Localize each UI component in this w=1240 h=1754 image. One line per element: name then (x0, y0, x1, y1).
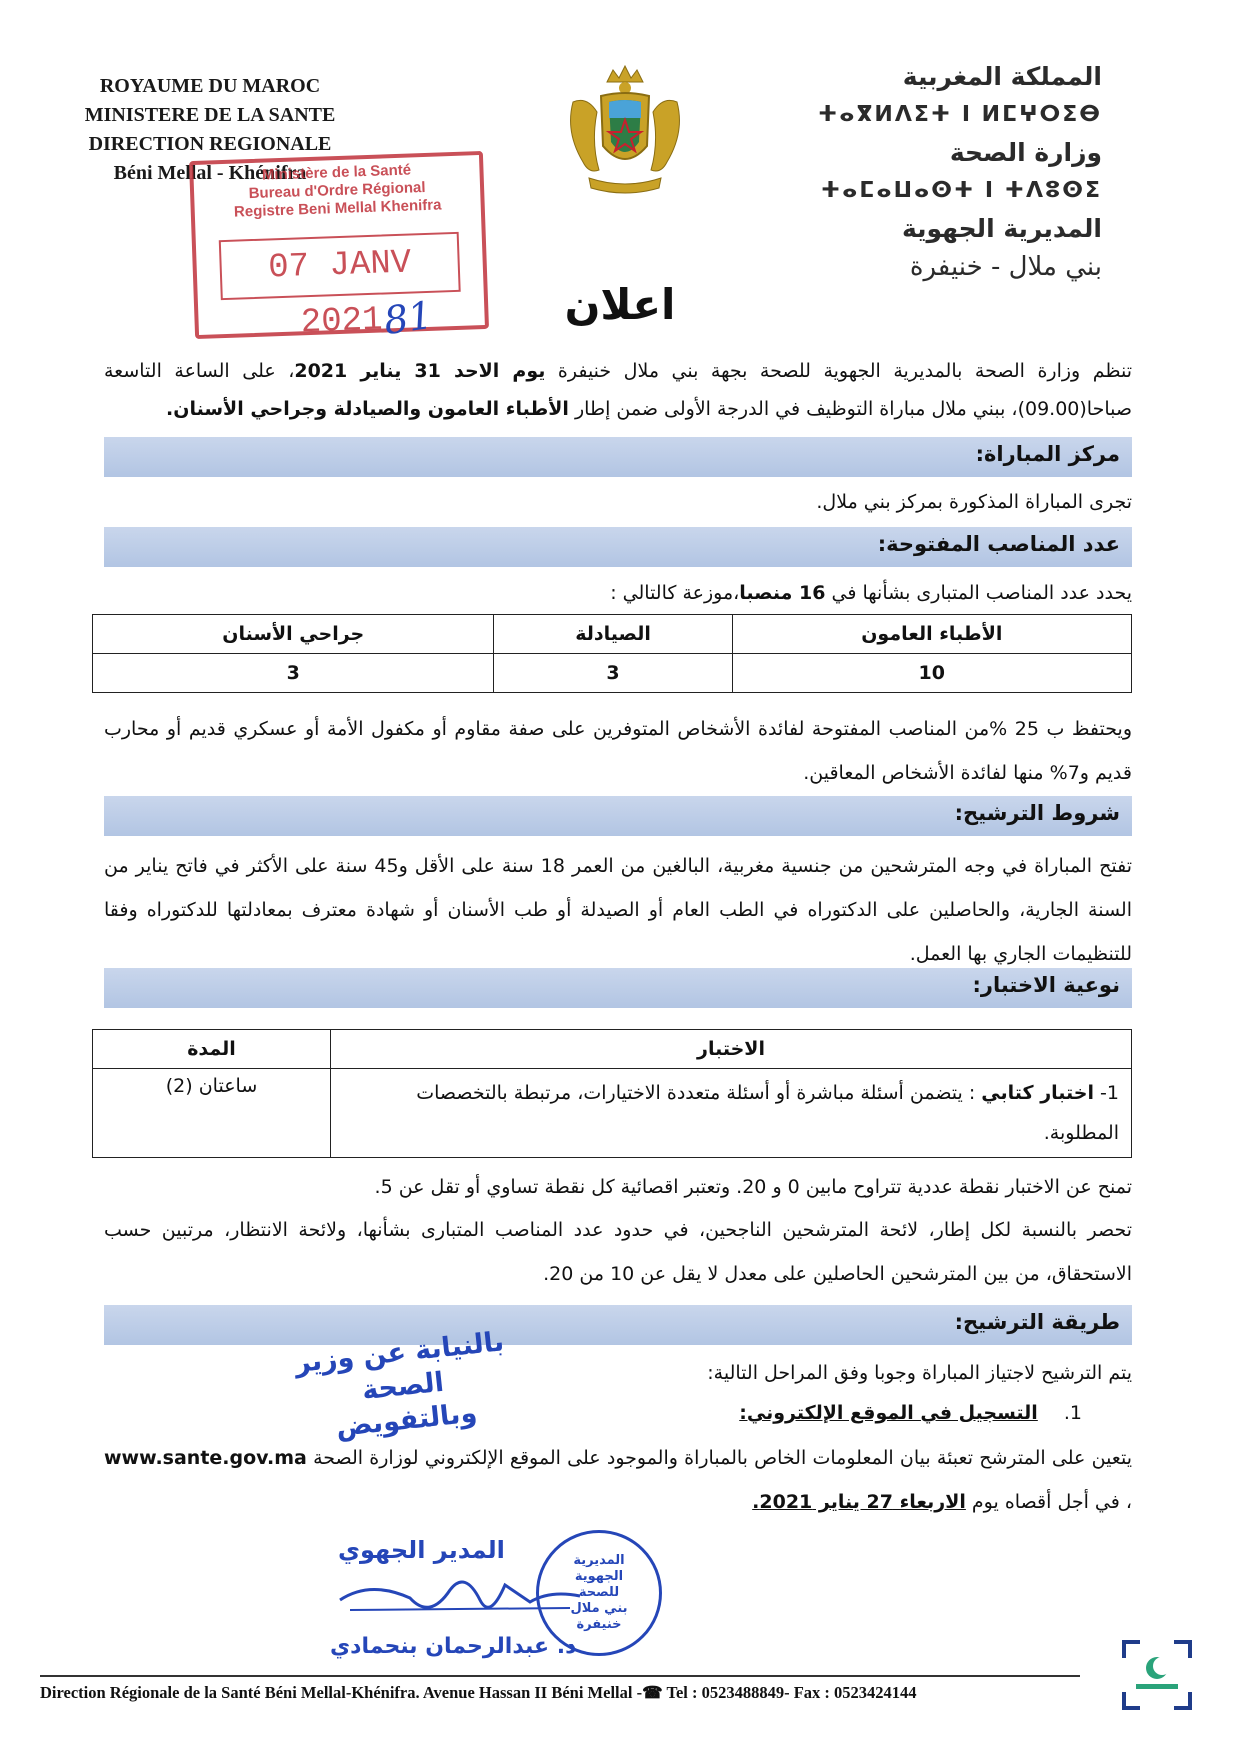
delegation-line-1: بالنيابة عن وزير الصحة (293, 1326, 506, 1407)
stamp-line-1: Ministère de la Santé (261, 161, 412, 184)
exam-table-header (93, 1030, 1132, 1069)
header-ar (802, 58, 1102, 286)
signature-name: د. عبدالرحمان بنحمادي (330, 1634, 577, 1659)
intro-text-1: تنظم وزارة الصحة بالمديرية الجهوية للصحة بجهة بني ملال خنيفرة (545, 360, 1132, 382)
section-conditions-title: شروط الترشيح: (954, 801, 1120, 825)
footer-address: Direction Régionale de la Santé Béni Mellal-Khénifra. Avenue Hassan II Béni Mellal -☎ Tel : 0523488849- Fax : 0523424144 (40, 1683, 917, 1702)
section-posts-band (104, 527, 1132, 567)
coat-of-arms-emblem (555, 62, 695, 202)
step1-deadline: الاربعاء 27 يناير 2021. (752, 1491, 966, 1513)
header-fr-kingdom: ROYAUME DU MAROC (99, 75, 321, 97)
posts-value-doctors: 10 (732, 654, 1131, 693)
stamp-line-2: Bureau d'Ordre Régional (248, 178, 426, 203)
header-fr-ministry: MINISTERE DE LA SANTE (84, 104, 336, 126)
section-conditions-band (104, 796, 1132, 836)
center-text: تجرى المباراة المذكورة بمركز بني ملال. (816, 491, 1132, 513)
exam-header-duration: المدة (93, 1030, 331, 1069)
ministry-logo-icon (1120, 1638, 1194, 1712)
step1-heading (739, 1394, 1082, 1432)
step1-description: يتعين على المترشح تعبئة بيان المعلومات الخاص بالمباراة والموجود على الموقع الإلكتروني لوزارة الصحة (313, 1447, 1132, 1469)
delegation-line-2: وبالتفويض (334, 1397, 479, 1444)
posts-text (104, 574, 1132, 612)
posts-table-header (93, 615, 1132, 654)
stamp-date: 07 JANV 2021 (219, 232, 461, 300)
step1-url[interactable]: www.sante.gov.ma (104, 1447, 307, 1469)
conditions-text: تفتح المباراة في وجه المترشحين من جنسية مغربية، البالغين من العمر 18 سنة على الأقل و45 سنة على الأكثر في فاتح يناير من السنة الجارية، والحاصلين على الدكتوراه في الطب العام أو الصيدلة أو طب الأسنان أو شهادة معترف بمعادلتها للدكتوراه وفقا للتنظيمات الجاري بها العمل. (104, 855, 1132, 965)
intro-frameworks: الأطباء العامون والصيادلة وجراحي الأسنان. (166, 398, 569, 420)
exam-row-test (331, 1069, 1132, 1158)
exam-row-type: اختبار كتابي (981, 1082, 1094, 1104)
posts-value-dentists: 3 (93, 654, 494, 693)
header-ar-region: بني ملال - خنيفرة (909, 252, 1102, 282)
header-ar-kingdom: المملكة المغربية (902, 62, 1102, 91)
seal-line-3: للصحة (578, 1585, 620, 1600)
header-ar-ministry: وزارة الصحة (949, 138, 1102, 167)
posts-header-pharmacists: الصيادلة (494, 615, 732, 654)
header-fr-direction: DIRECTION REGIONALE (88, 133, 332, 155)
step1-title: التسجيل في الموقع الإلكتروني: (739, 1402, 1038, 1424)
header-ar-kingdom-tifinagh: ⵜⴰⴳⵍⴷⵉⵜ ⵏ ⵍⵎⵖⵔⵉⴱ (817, 102, 1102, 127)
section-center-title: مركز المباراة: (975, 442, 1120, 466)
header-ar-ministry-tifinagh: ⵜⴰⵎⴰⵡⴰⵙⵜ ⵏ ⵜⴷⵓⵙⵉ (820, 178, 1102, 203)
header-ar-direction: المديرية الجهوية (901, 214, 1102, 243)
exam-header-test: الاختبار (331, 1030, 1132, 1069)
seal-line-5: خنيفرة (576, 1617, 622, 1632)
exam-table-row (93, 1069, 1132, 1158)
posts-text-1: يحدد عدد المناصب المتبارى بشأنها في (825, 582, 1132, 604)
seal-line-4: بني ملال (570, 1601, 628, 1616)
step1-text-2: ، في أجل أقصاه يوم (965, 1491, 1132, 1513)
exam-row-number: 1- (1100, 1082, 1119, 1104)
section-method-title: طريقة الترشيح: (954, 1310, 1120, 1334)
exam-row-description: : يتضمن أسئلة مباشرة أو أسئلة متعددة الاختيارات، مرتبطة بالتخصصات المطلوبة. (416, 1082, 1119, 1144)
results-text: تحصر بالنسبة لكل إطار، لائحة المترشحين الناجحين، في حدود عدد المناصب المتبارى بشأنها، ولائحة الانتظار، مرتبين حسب الاستحقاق، من بين المترشحين الحاصلين على معدل لا يقل عن 10 من 20. (104, 1219, 1132, 1285)
intro-paragraph (104, 352, 1132, 428)
posts-header-dentists: جراحي الأسنان (93, 615, 494, 654)
posts-value-pharmacists: 3 (494, 654, 732, 693)
signature-role: المدير الجهوي (338, 1536, 505, 1564)
footer-rule (40, 1675, 1080, 1677)
step1-number: 1. (1063, 1402, 1082, 1424)
step1-text (104, 1436, 1132, 1524)
posts-table-values (93, 654, 1132, 693)
exam-row-duration: ساعتان (2) (93, 1069, 331, 1158)
section-center-band (104, 437, 1132, 477)
section-exam-title: نوعية الاختبار: (972, 973, 1120, 997)
reserve-text: ويحتفظ ب 25 %من المناصب المفتوحة لفائدة الأشخاص المتوفرين على صفة مقاوم أو مكفول الأمة أو عسكري قديم أو محارب قديم و7% منها لفائدة الأشخاص المعاقين. (104, 718, 1133, 784)
posts-count: 16 منصبا (739, 582, 826, 604)
posts-table (92, 614, 1132, 693)
stamp-number: 81 (381, 292, 436, 344)
header-fr-region: Béni Mellal - Khénifra (113, 162, 307, 184)
posts-header-doctors: الأطباء العامون (732, 615, 1131, 654)
seal-line-1: المديرية (573, 1553, 625, 1568)
intro-date: يوم الاحد 31 يناير 2021 (294, 360, 546, 382)
posts-text-2: ،موزعة كالتالي : (610, 582, 740, 604)
intro-text-2: ، على الساعة التاسعة صباحا(09.00)، ببني ملال مباراة التوظيف في الدرجة الأولى ضمن إطار (104, 360, 1132, 420)
section-exam-band (104, 968, 1132, 1008)
grading-text: تمنح عن الاختبار نقطة عددية تتراوح مابين 0 و 20. وتعتبر اقصائية كل نقطة تساوي أو تقل عن 5. (374, 1176, 1132, 1198)
page-title: اعلان (564, 280, 676, 329)
seal-line-2: الجهوية (574, 1569, 624, 1584)
exam-table (92, 1029, 1132, 1158)
section-method-band (104, 1305, 1132, 1345)
section-posts-title: عدد المناصب المفتوحة: (877, 532, 1120, 556)
stamp-line-3: Registre Beni Mellal Khenifra (233, 196, 442, 221)
method-text: يتم الترشيح لاجتياز المباراة وجوبا وفق المراحل التالية: (707, 1362, 1132, 1384)
registry-stamp (189, 151, 489, 343)
